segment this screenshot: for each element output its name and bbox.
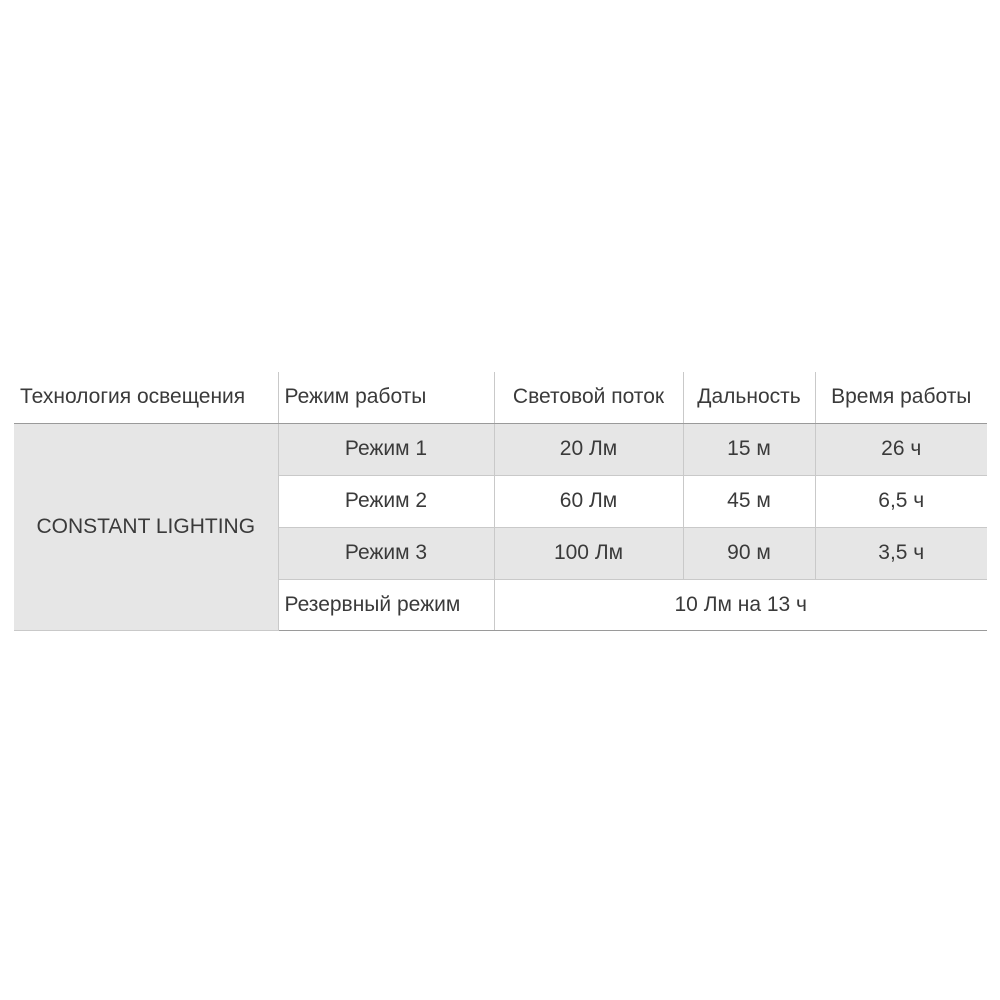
flux-cell: 20 Лм xyxy=(494,423,683,475)
reserve-mode-cell: Резервный режим xyxy=(278,579,494,630)
reserve-value-cell: 10 Лм на 13 ч xyxy=(494,579,987,630)
runtime-cell: 26 ч xyxy=(815,423,987,475)
lighting-spec-table xyxy=(14,372,987,631)
range-cell: 15 м xyxy=(683,423,815,475)
range-cell: 45 м xyxy=(683,475,815,527)
header-flux: Световой поток xyxy=(494,372,683,423)
runtime-cell: 6,5 ч xyxy=(815,475,987,527)
mode-cell: Режим 2 xyxy=(278,475,494,527)
mode-cell: Режим 3 xyxy=(278,527,494,579)
flux-cell: 60 Лм xyxy=(494,475,683,527)
header-runtime: Время работы xyxy=(815,372,987,423)
table-row xyxy=(14,423,987,475)
flux-cell: 100 Лм xyxy=(494,527,683,579)
header-range: Дальность xyxy=(683,372,815,423)
runtime-cell: 3,5 ч xyxy=(815,527,987,579)
header-technology: Технология освещения xyxy=(14,372,278,423)
technology-cell: CONSTANT LIGHTING xyxy=(14,423,278,630)
mode-cell: Режим 1 xyxy=(278,423,494,475)
table-header-row xyxy=(14,372,987,423)
range-cell: 90 м xyxy=(683,527,815,579)
header-mode: Режим работы xyxy=(278,372,494,423)
